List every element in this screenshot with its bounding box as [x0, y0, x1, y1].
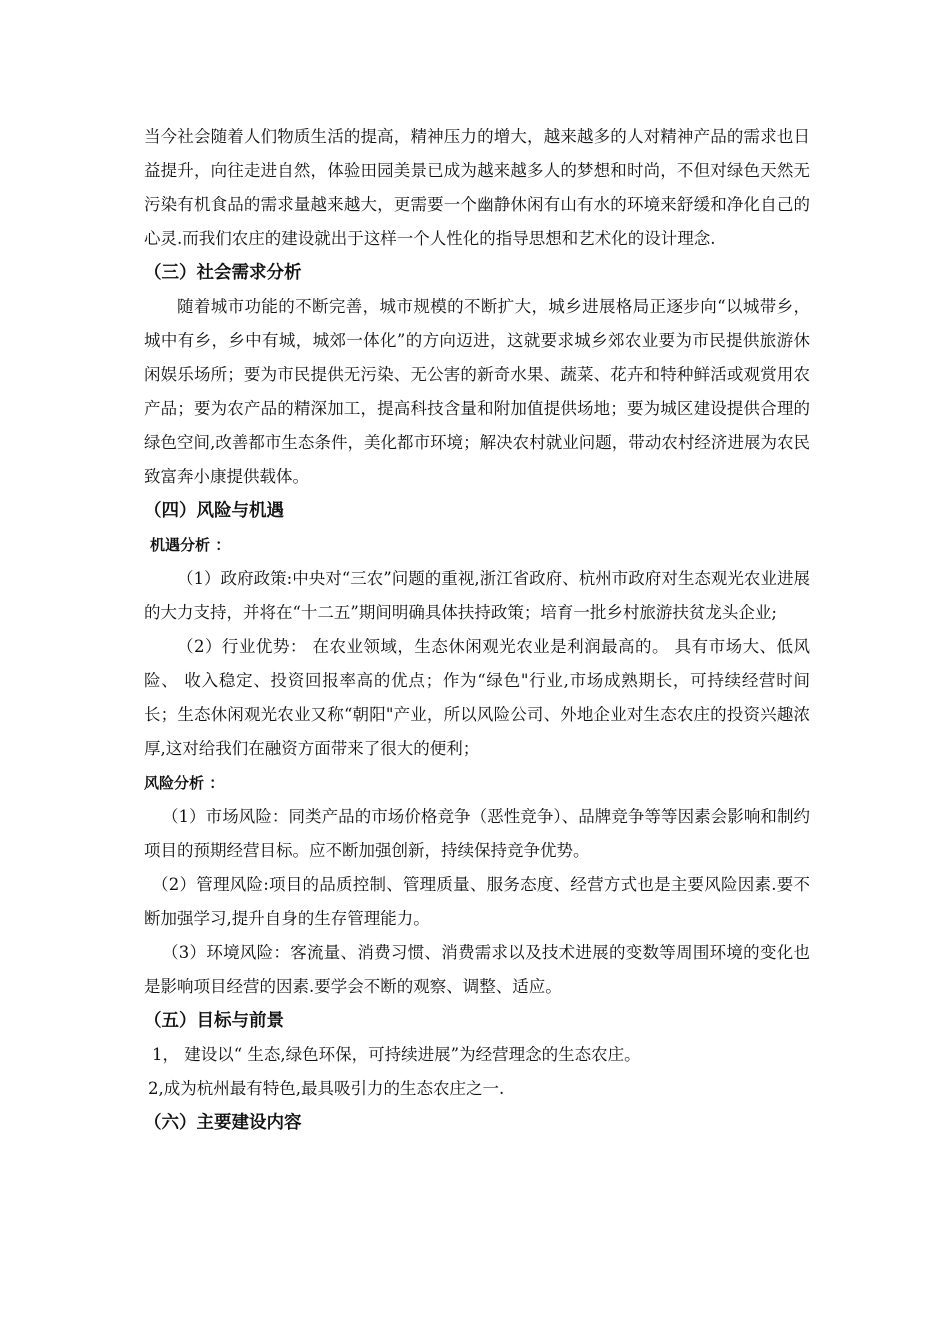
section-heading-social-demand: （三）社会需求分析 [144, 263, 302, 283]
opportunity-item-industry: （2）行业优势： 在农业领域，生态休闲观光农业是利润最高的。 具有市场大、低风险、 收入稳定、投资回报率高的优点；作为“绿色"行业,市场成熟期长，可持续经营时间长；生态休闲观光农业又称“朝阳"产业，所以风险公司、外地企业对生态农庄的投资兴趣浓 厚,这对给我们在融资方面带来了很大的便利； [144, 637, 810, 758]
risk-item-environment: （3）环境风险：客流量、消费习惯、消费需求以及技术进展的变数等周围环境的变化也是影响项目经营的因素.要学会不断的观察、调整、适应。 [144, 943, 810, 996]
goal-item-1: 1， 建设以“ 生态,绿色环保，可持续进展”为经营理念的生态农庄。 [152, 1045, 641, 1064]
risk-item-market: （1）市场风险：同类产品的市场价格竞争（恶性竞争）、品牌竞争等等因素会影响和制约项目的预期经营目标。应不断加强创新，持续保持竞争优势。 [144, 807, 810, 860]
social-demand-paragraph: 随着城市功能的不断完善，城市规模的不断扩大，城乡进展格局正逐步向“以城带乡，城中有乡，乡中有城，城郊一体化”的方向迈进，这就要求城乡郊农业要为市民提供旅游休闲娱乐场所；要为市民提供无污染、无公害的新奇水果、蔬菜、花卉和特种鲜活或观赏用农产品；要为农产品的精深加工，提高科技含量和附加值提供场地；要为城区建设提供合理的绿色空间,改善都市生态条件，美化都市环境；解决农村就业问题，带动农村经济进展为农民致富奔小康提供载体。 [144, 297, 810, 486]
opportunity-item-policy: （1）政府政策:中央对“三农”问题的重视,浙江省政府、杭州市政府对生态观光农业进展的大力支持，并将在“十二五”期间明确具体扶持政策；培育一批乡村旅游扶贫龙头企业; [144, 569, 810, 622]
document-body [144, 120, 810, 1140]
opportunity-analysis-label: 机遇分析 ： [150, 536, 231, 554]
section-heading-goals: （五）目标与前景 [144, 1011, 284, 1031]
section-heading-risk-opportunity: （四）风险与机遇 [144, 501, 284, 521]
intro-paragraph: 当今社会随着人们物质生活的提高，精神压力的增大，越来越多的人对精神产品的需求也日益提升，向往走进自然，体验田园美景已成为越来越多人的梦想和时尚，不但对绿色天然无污染有机食品的需求量越来越大，更需要一个幽静休闲有山有水的环境来舒缓和净化自己的心灵.而我们农庄的建设就出于这样一个人性化的指导思想和艺术化的设计理念. [144, 127, 810, 248]
goal-item-2: 2,成为杭州最有特色,最具吸引力的生态农庄之一. [148, 1079, 505, 1098]
risk-analysis-label: 风险分析 ： [144, 774, 225, 792]
risk-item-management: （2）管理风险:项目的品质控制、管理质量、服务态度、经营方式也是主要风险因素.要不断加强学习,提升自身的生存管理能力。 [144, 875, 810, 928]
section-heading-construction: （六）主要建设内容 [144, 1113, 302, 1133]
